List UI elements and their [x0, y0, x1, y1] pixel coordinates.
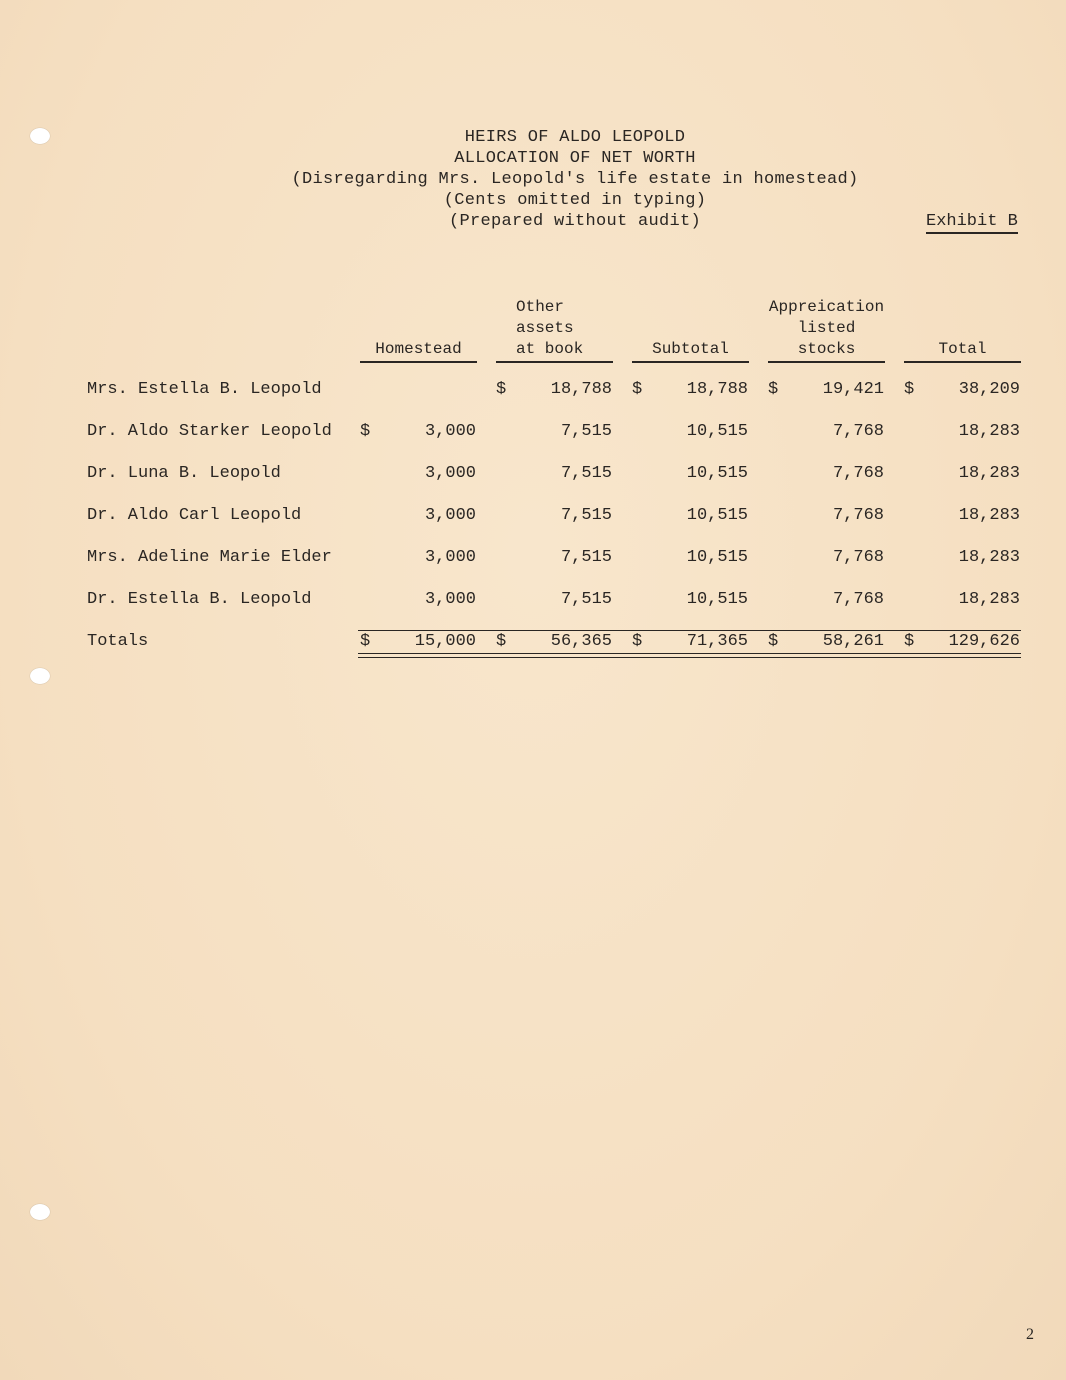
cell-other: 7,515 — [560, 506, 612, 525]
dollar-sign: $ — [632, 632, 643, 651]
cell-homestead: 3,000 — [424, 464, 476, 483]
dollar-sign: $ — [768, 380, 779, 399]
cell-total: 38,209 — [958, 380, 1020, 399]
total-appreciation: 58,261 — [822, 632, 884, 651]
col-header-homestead-line: Homestead — [375, 340, 462, 358]
cell-total: 18,283 — [958, 422, 1020, 441]
cell-homestead: 3,000 — [424, 506, 476, 525]
subtitle-audit: (Prepared without audit) — [448, 212, 702, 231]
total-grand: 129,626 — [948, 632, 1020, 651]
col-header-appreciation-line2: listed — [797, 319, 856, 337]
col-header-total-line: Total — [938, 340, 987, 358]
cell-appreciation: 7,768 — [832, 464, 884, 483]
cell-homestead: 3,000 — [424, 590, 476, 609]
cell-total: 18,283 — [958, 506, 1020, 525]
col-header-other-line3: at book — [516, 340, 584, 358]
subtitle-disregarding: (Disregarding Mrs. Leopold's life estate in homestead) — [291, 170, 859, 189]
totals-top-rule — [358, 630, 1021, 631]
dollar-sign: $ — [632, 380, 643, 399]
cell-subtotal: 10,515 — [686, 548, 748, 567]
cell-appreciation: 19,421 — [822, 380, 884, 399]
dollar-sign: $ — [768, 632, 779, 651]
cell-other: 7,515 — [560, 422, 612, 441]
dollar-sign: $ — [360, 422, 371, 441]
total-homestead: 15,000 — [414, 632, 476, 651]
row-label: Dr. Luna B. Leopold — [87, 464, 281, 483]
dollar-sign: $ — [904, 380, 915, 399]
col-header-subtotal-line: Subtotal — [652, 340, 729, 358]
cell-homestead: 3,000 — [424, 422, 476, 441]
col-header-homestead — [360, 339, 477, 363]
cell-total: 18,283 — [958, 548, 1020, 567]
col-header-other-line2: assets — [516, 319, 574, 337]
cell-subtotal: 10,515 — [686, 590, 748, 609]
row-label: Dr. Estella B. Leopold — [87, 590, 312, 609]
cell-other: 7,515 — [560, 590, 612, 609]
cell-other: 7,515 — [560, 548, 612, 567]
title-allocation: ALLOCATION OF NET WORTH — [454, 149, 696, 168]
dollar-sign: $ — [360, 632, 371, 651]
row-label: Dr. Aldo Carl Leopold — [87, 506, 302, 525]
dollar-sign: $ — [904, 632, 915, 651]
cell-appreciation: 7,768 — [832, 548, 884, 567]
col-header-appreciation — [768, 297, 885, 363]
total-subtotal: 71,365 — [686, 632, 748, 651]
cell-appreciation: 7,768 — [832, 590, 884, 609]
dollar-sign: $ — [496, 632, 507, 651]
cell-appreciation: 7,768 — [832, 422, 884, 441]
cell-subtotal: 10,515 — [686, 506, 748, 525]
cell-subtotal: 18,788 — [686, 380, 748, 399]
punch-hole-bottom — [30, 1204, 50, 1220]
cell-total: 18,283 — [958, 590, 1020, 609]
cell-other: 18,788 — [550, 380, 612, 399]
cell-other: 7,515 — [560, 464, 612, 483]
cell-appreciation: 7,768 — [832, 506, 884, 525]
totals-double-rule-2 — [358, 657, 1021, 658]
subtitle-cents: (Cents omitted in typing) — [443, 191, 707, 210]
cell-subtotal: 10,515 — [686, 422, 748, 441]
row-label: Mrs. Adeline Marie Elder — [87, 548, 332, 567]
row-label: Mrs. Estella B. Leopold — [87, 380, 322, 399]
col-header-appreciation-line3: stocks — [797, 340, 856, 358]
cell-subtotal: 10,515 — [686, 464, 748, 483]
col-header-other-line1: Other — [516, 298, 565, 316]
col-header-other-assets — [496, 297, 613, 363]
cell-total: 18,283 — [958, 464, 1020, 483]
col-header-total — [904, 339, 1021, 363]
page-number: 2 — [1026, 1326, 1034, 1343]
punch-hole-middle — [30, 668, 50, 684]
col-header-subtotal — [632, 339, 749, 363]
cell-homestead: 3,000 — [424, 548, 476, 567]
total-other: 56,365 — [550, 632, 612, 651]
dollar-sign: $ — [496, 380, 507, 399]
totals-double-rule-1 — [358, 653, 1021, 654]
title-heirs: HEIRS OF ALDO LEOPOLD — [464, 128, 686, 147]
row-label: Dr. Aldo Starker Leopold — [87, 422, 332, 441]
totals-label: Totals — [87, 632, 149, 651]
col-header-appreciation-line1: Appreication — [768, 298, 885, 316]
exhibit-label: Exhibit B — [926, 212, 1018, 234]
